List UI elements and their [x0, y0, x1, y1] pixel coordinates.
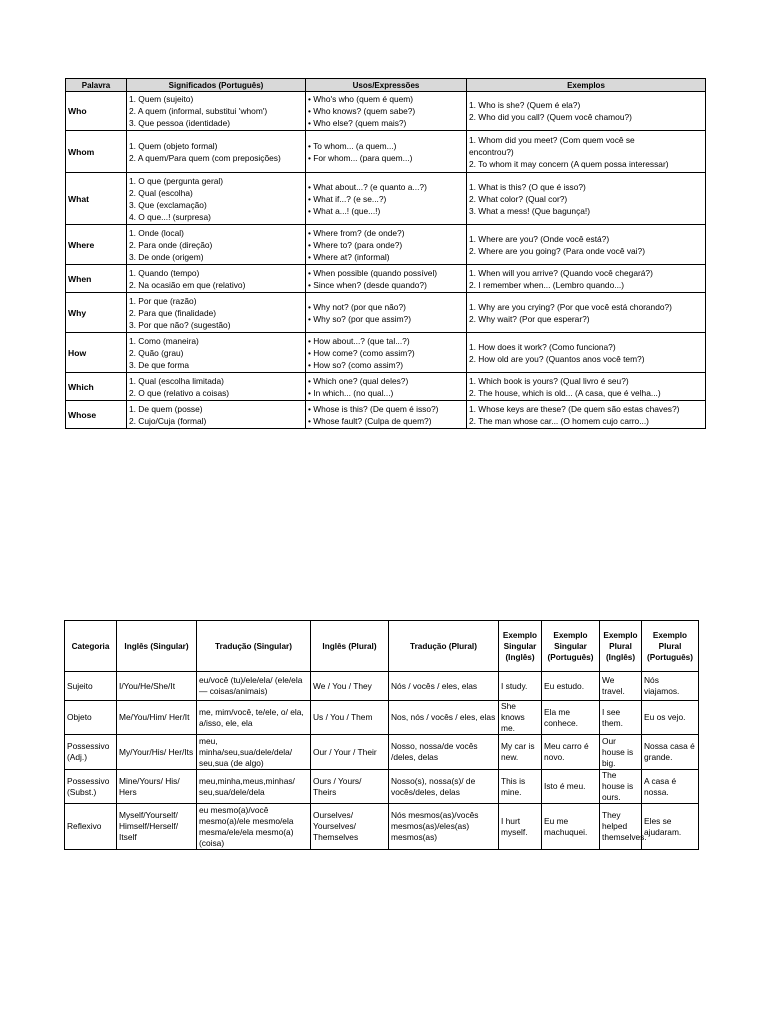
table-cell: Eles se ajudaram. — [642, 804, 699, 850]
examples-cell — [467, 401, 706, 429]
uses-line: • When possible (quando possível) — [308, 267, 438, 278]
table-cell: I study. — [499, 672, 542, 701]
table-cell: Isto é meu. — [542, 770, 600, 804]
uses-line: • Since when? (desde quando?) — [308, 279, 427, 290]
uses-line: • Who's who (quem é quem) — [308, 94, 414, 104]
table-cell: She knows me. — [499, 701, 542, 735]
category-cell: Reflexivo — [65, 804, 117, 850]
meanings-line: 1. Como (maneira) — [129, 335, 199, 346]
header-cell: Categoria — [65, 621, 117, 672]
meanings-line: 2. A quem/Para quem (com preposições) — [129, 152, 281, 163]
table-header-row — [66, 79, 706, 92]
examples-cell — [467, 373, 706, 401]
uses-line: • How so? (como assim?) — [308, 359, 404, 370]
table-cell: Eu os vejo. — [642, 701, 699, 735]
table-row — [65, 672, 699, 701]
examples-line: 3. What a mess! (Que bagunça!) — [469, 205, 591, 216]
uses-line: • What about...? (e quanto a...?) — [308, 181, 427, 192]
examples-cell — [467, 333, 706, 373]
examples-cell — [467, 225, 706, 265]
table-cell: Nosso(s), nossa(s)/ de vocês/deles, delas — [389, 770, 499, 804]
meanings-line: 1. Quem (sujeito) — [129, 94, 194, 104]
examples-cell — [467, 293, 706, 333]
meanings-cell — [127, 173, 306, 225]
examples-line: 2. Where are you going? (Para onde você vai?) — [469, 245, 645, 256]
uses-line: • How come? (como assim?) — [308, 347, 415, 358]
examples-line: 2. How old are you? (Quantos anos você tem?) — [469, 353, 645, 364]
meanings-line: 2. Qual (escolha) — [129, 187, 193, 198]
uses-cell — [306, 131, 467, 173]
table-cell: meu, minha/seu,sua/dele/dela/ seu,sua (de algo) — [197, 735, 311, 770]
meanings-cell — [127, 373, 306, 401]
uses-line: • To whom... (a quem...) — [308, 140, 397, 151]
table-cell: This is mine. — [499, 770, 542, 804]
examples-cell — [467, 173, 706, 225]
table-cell: The house is ours. — [600, 770, 642, 804]
table-cell: Nossa casa é grande. — [642, 735, 699, 770]
uses-cell — [306, 333, 467, 373]
uses-line: • How about...? (que tal...?) — [308, 335, 410, 346]
table-cell: My/Your/His/ Her/Its — [117, 735, 197, 770]
table-cell: Meu carro é novo. — [542, 735, 600, 770]
table-cell: eu mesmo(a)/você mesmo(a)/ele mesmo/ela mesma/ele/ela mesmo(a) (coisa) — [197, 804, 311, 850]
examples-line: 1. When will you arrive? (Quando você chegará?) — [469, 267, 653, 278]
meanings-line: 1. O que (pergunta geral) — [129, 175, 224, 186]
table-cell: meu,minha,meus,minhas/ seu,sua/dele/dela — [197, 770, 311, 804]
table-row — [65, 804, 699, 850]
examples-line: 1. Whose keys are these? (De quem são estas chaves?) — [469, 403, 680, 414]
table-row — [66, 173, 706, 225]
meanings-line: 2. O que (relativo a coisas) — [129, 387, 230, 398]
examples-line: 1. Whom did you meet? (Com quem você se — [469, 134, 635, 145]
table-row — [66, 265, 706, 293]
meanings-line: 1. Qual (escolha limitada) — [129, 375, 224, 386]
pronouns-table — [64, 620, 699, 850]
meanings-cell — [127, 131, 306, 173]
meanings-line: 1. Onde (local) — [129, 227, 184, 238]
header-cell: Exemplo Singular (Português) — [542, 621, 600, 672]
meanings-line: 2. Cujo/Cuja (formal) — [129, 415, 207, 426]
table-row — [65, 770, 699, 804]
word-cell: Whose — [66, 401, 127, 429]
examples-line: 1. What is this? (O que é isso?) — [469, 181, 586, 192]
uses-line: • Where from? (de onde?) — [308, 227, 405, 238]
uses-line: • Which one? (qual deles?) — [308, 375, 409, 386]
uses-line: • What a...! (que...!) — [308, 205, 381, 216]
table-cell: Nosso, nossa/de vocês /deles, delas — [389, 735, 499, 770]
table-row — [66, 225, 706, 265]
meanings-line: 1. Quando (tempo) — [129, 267, 200, 278]
word-cell: Why — [66, 293, 127, 333]
uses-line: • Whose is this? (De quem é isso?) — [308, 403, 439, 414]
uses-line: • Where at? (informal) — [308, 251, 390, 262]
meanings-line: 2. Para que (finalidade) — [129, 307, 217, 318]
examples-line: 1. Why are you crying? (Por que você está chorando?) — [469, 301, 672, 312]
meanings-line: 2. A quem (informal, substitui 'whom') — [129, 106, 268, 116]
table-row — [66, 373, 706, 401]
meanings-cell — [127, 401, 306, 429]
category-cell: Sujeito — [65, 672, 117, 701]
examples-cell — [467, 92, 706, 131]
table-cell: A casa é nossa. — [642, 770, 699, 804]
examples-line: 1. Where are you? (Onde você está?) — [469, 233, 610, 244]
table-cell: Myself/Yourself/ Himself/Herself/ Itself — [117, 804, 197, 850]
table-cell: Nos, nós / vocês / eles, elas — [389, 701, 499, 735]
examples-line: 2. Who did you call? (Quem você chamou?) — [469, 112, 632, 122]
table-cell: My car is new. — [499, 735, 542, 770]
table-cell: Nós mesmos(as)/vocês mesmos(as)/eles(as) mesmos(as) — [389, 804, 499, 850]
word-cell: What — [66, 173, 127, 225]
table-cell: Our house is big. — [600, 735, 642, 770]
table-cell: Us / You / Them — [311, 701, 389, 735]
word-cell: Whom — [66, 131, 127, 173]
examples-line: 2. The house, which is old... (A casa, que é velha...) — [469, 387, 661, 398]
uses-cell — [306, 173, 467, 225]
header-cell: Exemplo Plural (Inglês) — [600, 621, 642, 672]
table-cell: I see them. — [600, 701, 642, 735]
table-cell: Ours / Yours/ Theirs — [311, 770, 389, 804]
table-row — [66, 131, 706, 173]
meanings-line: 1. Quem (objeto formal) — [129, 140, 218, 151]
examples-cell — [467, 265, 706, 293]
table-cell: Eu me machuquei. — [542, 804, 600, 850]
examples-line: 1. How does it work? (Como funciona?) — [469, 341, 616, 352]
table-cell: Nós viajamos. — [642, 672, 699, 701]
table-header-row — [65, 621, 699, 672]
table-cell: They helped themselves. — [600, 804, 642, 850]
table-row — [65, 701, 699, 735]
table-cell: Ela me conhece. — [542, 701, 600, 735]
meanings-line: 2. Quão (grau) — [129, 347, 184, 358]
table-cell: Mine/Yours/ His/ Hers — [117, 770, 197, 804]
table-row — [66, 92, 706, 131]
examples-line: 1. Who is she? (Quem é ela?) — [469, 100, 581, 110]
table-row — [65, 735, 699, 770]
uses-cell — [306, 225, 467, 265]
word-cell: Who — [66, 92, 127, 131]
meanings-line: 3. Que (exclamação) — [129, 199, 207, 210]
header-cell: Usos/Expressões — [306, 79, 467, 92]
header-cell: Exemplo Plural (Português) — [642, 621, 699, 672]
examples-line: 2. Why wait? (Por que esperar?) — [469, 313, 590, 324]
table-row — [66, 333, 706, 373]
word-cell: Which — [66, 373, 127, 401]
table-cell: Eu estudo. — [542, 672, 600, 701]
meanings-cell — [127, 293, 306, 333]
word-cell: Where — [66, 225, 127, 265]
table-cell: eu/você (tu)/ele/ela/ (ele/ela — coisas/animais) — [197, 672, 311, 701]
table-cell: Ourselves/ Yourselves/ Themselves — [311, 804, 389, 850]
meanings-line: 3. Por que não? (sugestão) — [129, 319, 231, 330]
uses-line: • In which... (no qual...) — [308, 387, 394, 398]
meanings-cell — [127, 92, 306, 131]
header-cell: Inglês (Plural) — [311, 621, 389, 672]
interrogatives-table — [65, 78, 706, 429]
uses-line: • Where to? (para onde?) — [308, 239, 403, 250]
category-cell: Possessivo (Subst.) — [65, 770, 117, 804]
table-cell: Me/You/Him/ Her/It — [117, 701, 197, 735]
meanings-line: 3. De que forma — [129, 359, 190, 370]
table-cell: I hurt myself. — [499, 804, 542, 850]
uses-line: • What if...? (e se...?) — [308, 193, 387, 204]
table-cell: We / You / They — [311, 672, 389, 701]
examples-line: 2. To whom it may concern (A quem possa interessar) — [469, 158, 669, 169]
header-cell: Tradução (Plural) — [389, 621, 499, 672]
uses-line: • Who knows? (quem sabe?) — [308, 106, 416, 116]
header-cell: Tradução (Singular) — [197, 621, 311, 672]
examples-cell — [467, 131, 706, 173]
examples-line: 1. Which book is yours? (Qual livro é seu?) — [469, 375, 629, 386]
examples-line: 2. The man whose car... (O homem cujo carro...) — [469, 415, 649, 426]
meanings-line: 2. Na ocasião em que (relativo) — [129, 279, 246, 290]
meanings-line: 1. Por que (razão) — [129, 295, 197, 306]
category-cell: Objeto — [65, 701, 117, 735]
header-cell: Inglês (Singular) — [117, 621, 197, 672]
header-cell: Exemplos — [467, 79, 706, 92]
uses-cell — [306, 373, 467, 401]
uses-cell — [306, 92, 467, 131]
examples-line: encontrou?) — [469, 146, 514, 157]
meanings-line: 3. De onde (origem) — [129, 251, 204, 262]
meanings-line: 4. O que...! (surpresa) — [129, 211, 211, 222]
meanings-cell — [127, 225, 306, 265]
meanings-line: 2. Para onde (direção) — [129, 239, 213, 250]
uses-cell — [306, 265, 467, 293]
uses-line: • For whom... (para quem...) — [308, 152, 413, 163]
uses-line: • Why so? (por que assim?) — [308, 313, 412, 324]
meanings-cell — [127, 265, 306, 293]
category-cell: Possessivo (Adj.) — [65, 735, 117, 770]
meanings-cell — [127, 333, 306, 373]
meanings-line: 1. De quem (posse) — [129, 403, 203, 414]
table-cell: me, mim/você, te/ele, o/ ela, a/isso, ele, ela — [197, 701, 311, 735]
header-cell: Palavra — [66, 79, 127, 92]
table-cell: Our / Your / Their — [311, 735, 389, 770]
uses-line: • Whose fault? (Culpa de quem?) — [308, 415, 432, 426]
meanings-line: 3. Que pessoa (identidade) — [129, 118, 231, 128]
uses-line: • Why not? (por que não?) — [308, 301, 406, 312]
word-cell: How — [66, 333, 127, 373]
table-row — [66, 293, 706, 333]
uses-cell — [306, 293, 467, 333]
table-cell: I/You/He/She/It — [117, 672, 197, 701]
table-row — [66, 401, 706, 429]
examples-line: 2. What color? (Qual cor?) — [469, 193, 568, 204]
uses-line: • Who else? (quem mais?) — [308, 118, 407, 128]
word-cell: When — [66, 265, 127, 293]
table-cell: Nós / vocês / eles, elas — [389, 672, 499, 701]
table-cell: We travel. — [600, 672, 642, 701]
header-cell: Significados (Português) — [127, 79, 306, 92]
header-cell: Exemplo Singular (Inglês) — [499, 621, 542, 672]
uses-cell — [306, 401, 467, 429]
examples-line: 2. I remember when... (Lembro quando...) — [469, 279, 625, 290]
